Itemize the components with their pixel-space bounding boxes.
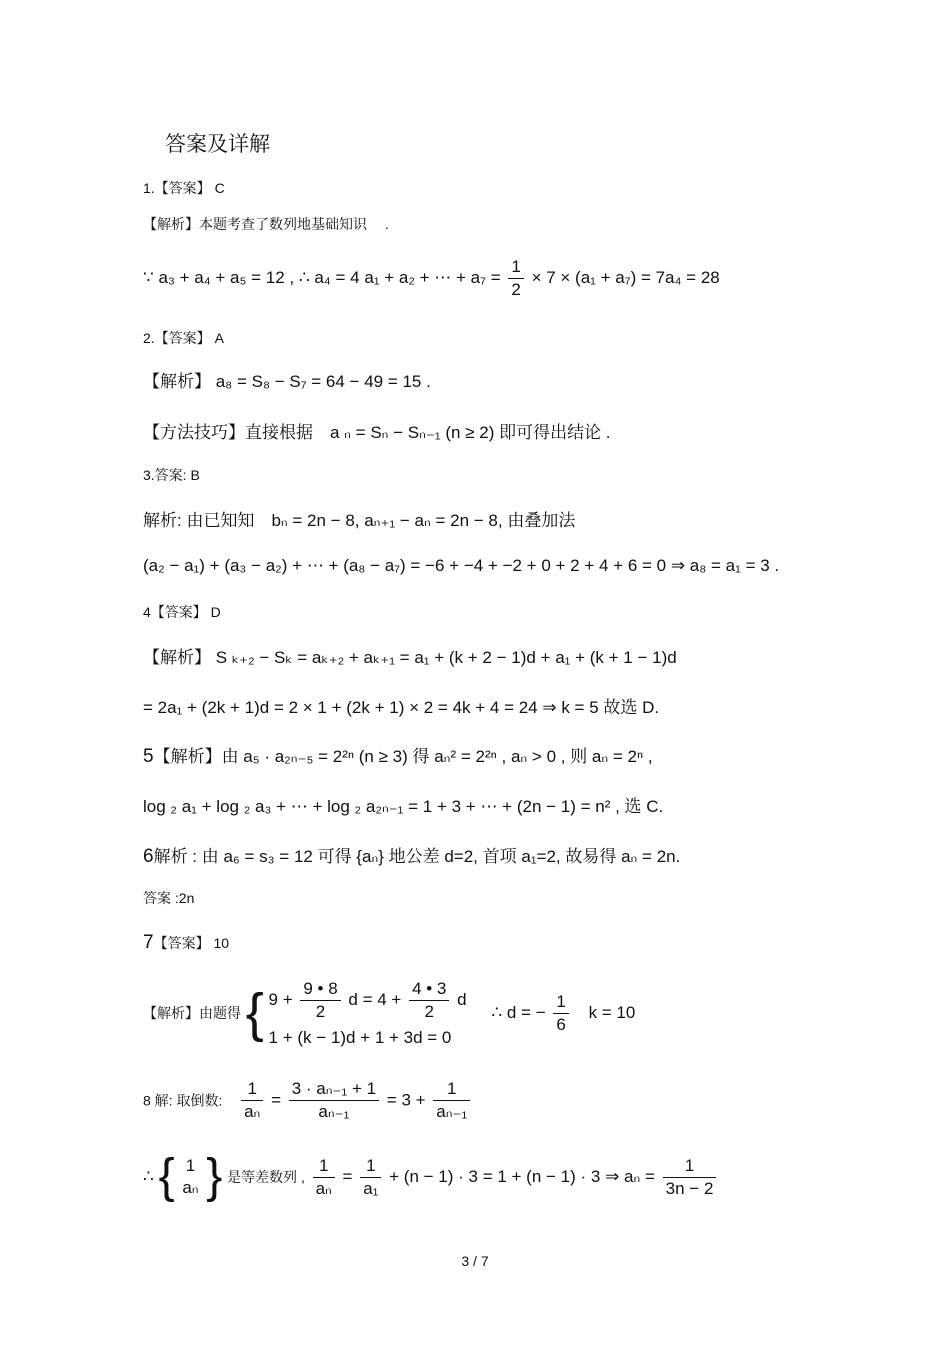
q7-eq1-a: 9 + bbox=[268, 990, 298, 1009]
q8-set-num: 1 bbox=[185, 1156, 196, 1175]
q8-line2-lead: ∴ bbox=[143, 1167, 154, 1186]
q7-number: 7 bbox=[143, 932, 154, 953]
q8-g2 bbox=[360, 1155, 381, 1200]
q5-result: log ₂ a₁ + log ₂ a₃ + ⋯ + log ₂ a₂ₙ₋₁ = 1 + 3 + ⋯ + (2n − 1) = n² , 选 C. bbox=[143, 797, 664, 816]
q7-label: 【解析】由题得 bbox=[143, 1005, 241, 1021]
q6-answer: 答案 :2n bbox=[143, 890, 195, 906]
q4-result: = 2a₁ + (2k + 1)d = 2 × 1 + (2k + 1) × 2 = 4k + 4 = 24 ⇒ k = 5 故选 D. bbox=[143, 698, 660, 717]
q8-f1 bbox=[241, 1078, 263, 1123]
q8-f2-den: aₙ₋₁ bbox=[289, 1100, 379, 1123]
q8-f3-den: aₙ₋₁ bbox=[433, 1100, 470, 1123]
q7-answer: 【答案】 10 bbox=[153, 935, 230, 951]
q7-eq1-den2: 2 bbox=[409, 1000, 449, 1023]
q8-g2-den: a₁ bbox=[360, 1177, 381, 1200]
q1-math bbox=[143, 256, 720, 301]
q7-d-den: 6 bbox=[553, 1013, 568, 1036]
q4-analysis: 【解析】 S ₖ₊₂ − Sₖ = aₖ₊₂ + aₖ₊₁ = a₁ + (k + 2 − 1)d + a₁ + (k + 1 − 1)d bbox=[143, 648, 677, 667]
q8-g-eq: = bbox=[342, 1167, 353, 1186]
q7-eq1-b: d = 4 + bbox=[348, 990, 407, 1009]
q7-eq1-num1: 9 • 8 bbox=[303, 979, 338, 999]
q8-f1-num: 1 bbox=[247, 1079, 257, 1098]
q7-answer-line bbox=[143, 932, 229, 954]
q8-f3 bbox=[433, 1078, 470, 1123]
q7-eq1-den1: 2 bbox=[300, 1000, 340, 1023]
q8-line1 bbox=[143, 1078, 473, 1123]
right-brace-icon: } bbox=[206, 1150, 223, 1203]
q6-analysis bbox=[143, 842, 680, 868]
q8-g-tail: + (n − 1) · 3 = 1 + (n − 1) · 3 ⇒ aₙ = bbox=[389, 1167, 655, 1186]
q8-g3-den: 3n − 2 bbox=[663, 1177, 717, 1200]
q6-analysis-text: 解析 : 由 a₆ = s₃ = 12 可得 {aₙ} 地公差 d=2, 首项 a₁=2, 故易得 aₙ = 2n. bbox=[153, 847, 681, 866]
q1-math-lead: ∵ a₃ + a₄ + a₅ = 12 , ∴ a₄ = 4 bbox=[143, 267, 360, 287]
q2-method: 【方法技巧】直接根据 a ₙ = Sₙ − Sₙ₋₁ (n ≥ 2) 即可得出结论 . bbox=[143, 423, 611, 442]
q7-d-fraction bbox=[553, 991, 568, 1036]
q8-g1 bbox=[313, 1155, 335, 1200]
q5-analysis-text: 【解析】由 a₅ · a₂ₙ₋₅ = 2²ⁿ (n ≥ 3) 得 aₙ² = 2²ⁿ , aₙ > 0 , 则 aₙ = 2ⁿ , bbox=[153, 747, 653, 766]
q8-line2-text: 是等差数列 , bbox=[227, 1169, 305, 1185]
q7-brace-icon: { bbox=[245, 983, 264, 1043]
left-brace-icon: { bbox=[158, 1150, 175, 1203]
q7-eq1 bbox=[269, 975, 467, 1025]
q8-f2-num: 3 · aₙ₋₁ + 1 bbox=[291, 1079, 377, 1098]
q1-math-tail: × 7 × (a₁ + a₇) = 7a₄ = 28 bbox=[531, 267, 720, 287]
q7-equations bbox=[269, 975, 467, 1051]
q1-frac-den: 2 bbox=[508, 278, 523, 301]
q8-f3-num: 1 bbox=[447, 1079, 457, 1098]
q7-conclusion-a: ∴ d = − bbox=[491, 1003, 546, 1022]
q2-analysis: 【解析】 a₈ = S₈ − S₇ = 64 − 49 = 15 . bbox=[143, 372, 431, 391]
q2-answer: 2.【答案】 A bbox=[143, 330, 224, 346]
q8-eq: = bbox=[271, 1090, 281, 1110]
q8-g3-num: 1 bbox=[684, 1155, 695, 1175]
q8-g1-den: aₙ bbox=[313, 1177, 335, 1200]
q3-analysis: 解析: 由已知知 bₙ = 2n − 8, aₙ₊₁ − aₙ = 2n − 8, 由叠加法 bbox=[143, 511, 576, 530]
q1-frac-num: 1 bbox=[511, 257, 521, 276]
q8-eq2: = 3 + bbox=[386, 1090, 426, 1110]
q8-set-den: aₙ bbox=[182, 1178, 199, 1197]
page-number: 3 / 7 bbox=[461, 1253, 489, 1269]
q3-sum: (a₂ − a₁) + (a₃ − a₂) + ⋯ + (a₈ − a₇) = −6 + −4 + −2 + 0 + 2 + 4 + 6 = 0 ⇒ a₈ = a₁ = 3 . bbox=[143, 556, 780, 575]
q7-system bbox=[143, 975, 635, 1051]
q1-analysis: 【解析】本题考查了数列地基础知识 . bbox=[143, 216, 389, 232]
q6-number: 6 bbox=[143, 846, 154, 867]
q8-g1-num: 1 bbox=[318, 1155, 329, 1175]
q8-f2 bbox=[289, 1078, 379, 1123]
q8-g3 bbox=[663, 1155, 717, 1200]
q7-eq1-num2: 4 • 3 bbox=[412, 979, 447, 999]
q7-eq2: 1 + (k − 1)d + 1 + 3d = 0 bbox=[268, 1028, 452, 1047]
q8-line2 bbox=[143, 1150, 719, 1204]
q7-eq1-frac2 bbox=[409, 978, 449, 1023]
q4-answer: 4【答案】 D bbox=[143, 604, 221, 620]
q5-analysis bbox=[143, 742, 653, 768]
q7-eq1-c: d bbox=[457, 990, 467, 1009]
q5-number: 5 bbox=[143, 746, 154, 767]
q1-math-main: a₁ + a₂ + ⋯ + a₇ = bbox=[364, 267, 506, 287]
q8-g2-num: 1 bbox=[366, 1155, 376, 1175]
q7-conclusion-b: k = 10 bbox=[588, 1003, 636, 1022]
q3-answer: 3.答案: B bbox=[143, 467, 200, 483]
q8-label: 8 解: 取倒数: bbox=[143, 1092, 223, 1109]
q8-set-frac bbox=[179, 1155, 201, 1199]
page-title: 答案及详解 bbox=[165, 132, 270, 156]
q1-answer: 1.【答案】 C bbox=[143, 180, 225, 196]
q8-f1-den: aₙ bbox=[241, 1100, 263, 1123]
q1-fraction bbox=[508, 256, 523, 301]
q7-eq1-frac1 bbox=[300, 978, 340, 1023]
q7-d-num: 1 bbox=[556, 991, 566, 1011]
